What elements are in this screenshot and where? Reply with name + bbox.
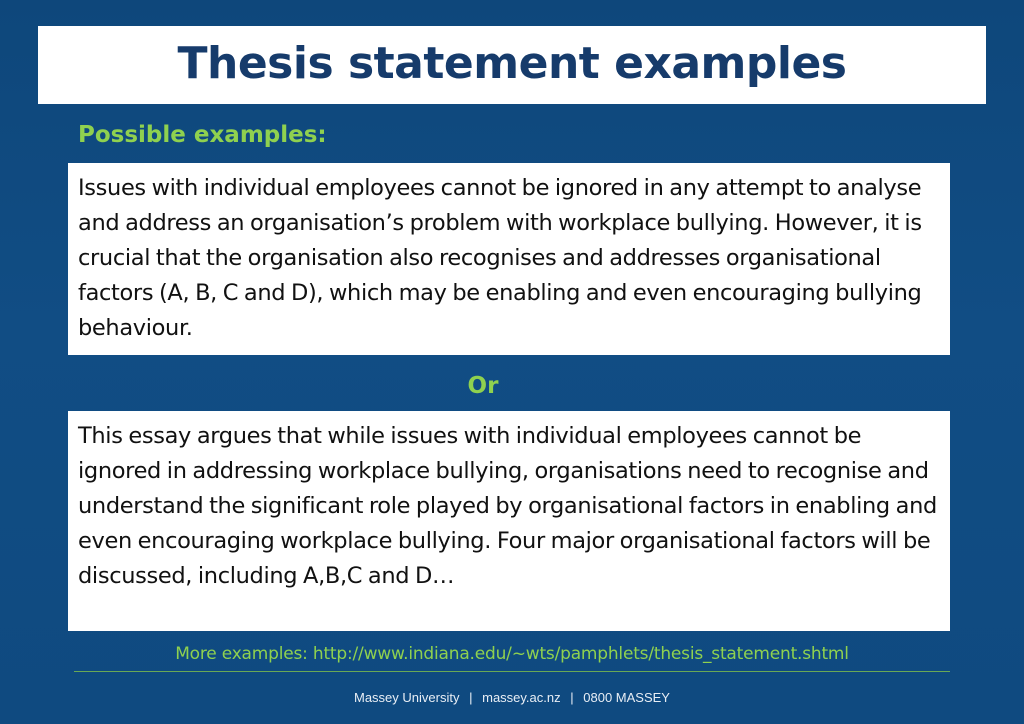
footer-separator: |: [469, 690, 473, 705]
footer: [0, 690, 1024, 705]
or-separator: Or: [467, 373, 499, 399]
footer-website[interactable]: massey.ac.nz: [482, 690, 561, 705]
possible-examples-heading: Possible examples:: [78, 122, 327, 148]
footer-divider: [74, 671, 950, 672]
more-examples-link[interactable]: More examples: http://www.indiana.edu/~wts/pamphlets/thesis_statement.shtml: [175, 644, 849, 664]
example-box-2: [68, 411, 950, 631]
footer-university: Massey University: [354, 690, 460, 705]
footer-phone: 0800 MASSEY: [583, 690, 670, 705]
footer-separator: |: [570, 690, 574, 705]
example-box-1: [68, 163, 950, 355]
slide-title: Thesis statement examples: [177, 37, 847, 89]
title-banner: [38, 26, 986, 104]
example-1-text: Issues with individual employees cannot be ignored in any attempt to analyse and address an organisation’s problem with workplace bullying. However, it is crucial that the organisation also recognises and addresses organisational factors (A, B, C and D), which may be enabling and even encouraging bullying behaviour.: [78, 175, 922, 341]
example-2-text: This essay argues that while issues with individual employees cannot be ignored in addressing workplace bullying, organisations need to recognise and understand the significant role played by organisational factors in enabling and even encouraging workplace bullying. Four major organisational factors will be discussed, including A,B,C and D…: [78, 423, 937, 589]
